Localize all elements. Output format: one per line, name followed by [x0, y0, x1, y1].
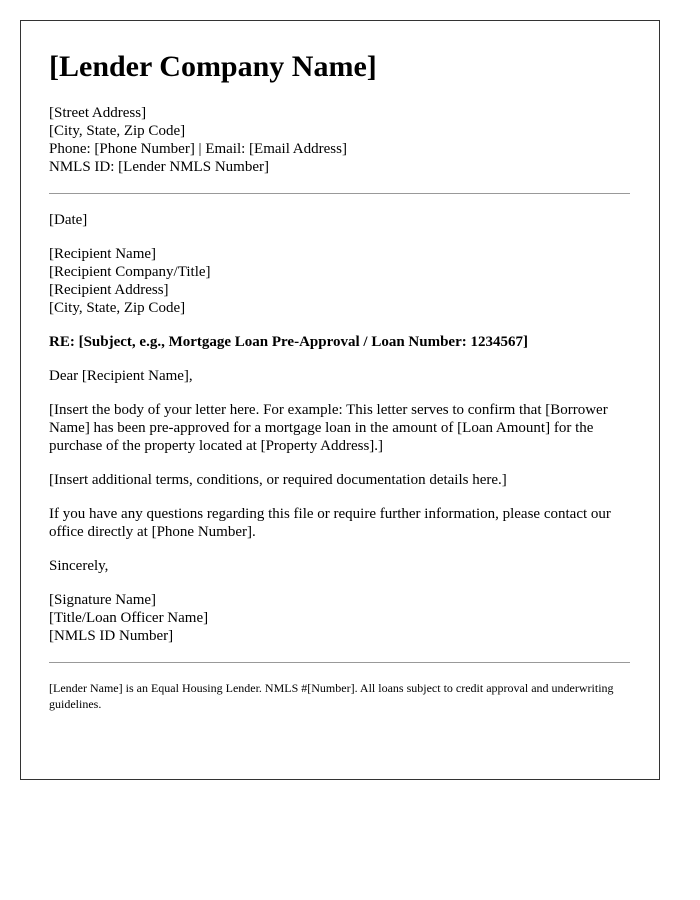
subject-line: RE: [Subject, e.g., Mortgage Loan Pre-Approval / Loan Number: 1234567]	[49, 334, 528, 350]
salutation: Dear [Recipient Name],	[49, 368, 193, 384]
body-paragraph-1: [Insert the body of your letter here. For example: This letter serves to confirm that [Borrower Name] has been pre-approved for a mortgage loan in the amount of [Loan Amount] for the purchase of the property located at [Property Address].]	[49, 402, 608, 454]
signature-nmls: [NMLS ID Number]	[49, 628, 174, 644]
letter-document	[20, 20, 660, 780]
recipient-block	[49, 245, 630, 317]
street-address: [Street Address]	[49, 105, 147, 121]
signature-block	[49, 591, 630, 645]
city-state-zip: [City, State, Zip Code]	[49, 123, 186, 139]
footer-divider	[49, 662, 630, 663]
company-name: [Lender Company Name]	[49, 50, 377, 83]
recipient-name: [Recipient Name]	[49, 246, 157, 262]
recipient-company-title: [Recipient Company/Title]	[49, 264, 211, 280]
nmls-id: NMLS ID: [Lender NMLS Number]	[49, 159, 269, 175]
header-divider	[49, 193, 630, 194]
body-paragraph-2: [Insert additional terms, conditions, or required documentation details here.]	[49, 472, 507, 488]
closing: Sincerely,	[49, 558, 109, 574]
signature-title: [Title/Loan Officer Name]	[49, 610, 209, 626]
letter-date: [Date]	[49, 212, 88, 228]
body-paragraph-3: If you have any questions regarding this file or require further information, please contact our office directly at [Phone Number].	[49, 506, 611, 540]
footer-disclaimer: [Lender Name] is an Equal Housing Lender. NMLS #[Number]. All loans subject to credit approval and underwriting guidelines.	[49, 681, 614, 711]
contact-info: Phone: [Phone Number] | Email: [Email Address]	[49, 141, 347, 157]
recipient-city-state-zip: [City, State, Zip Code]	[49, 300, 186, 316]
recipient-address: [Recipient Address]	[49, 282, 169, 298]
signature-name: [Signature Name]	[49, 592, 157, 608]
letterhead-address	[49, 104, 630, 176]
